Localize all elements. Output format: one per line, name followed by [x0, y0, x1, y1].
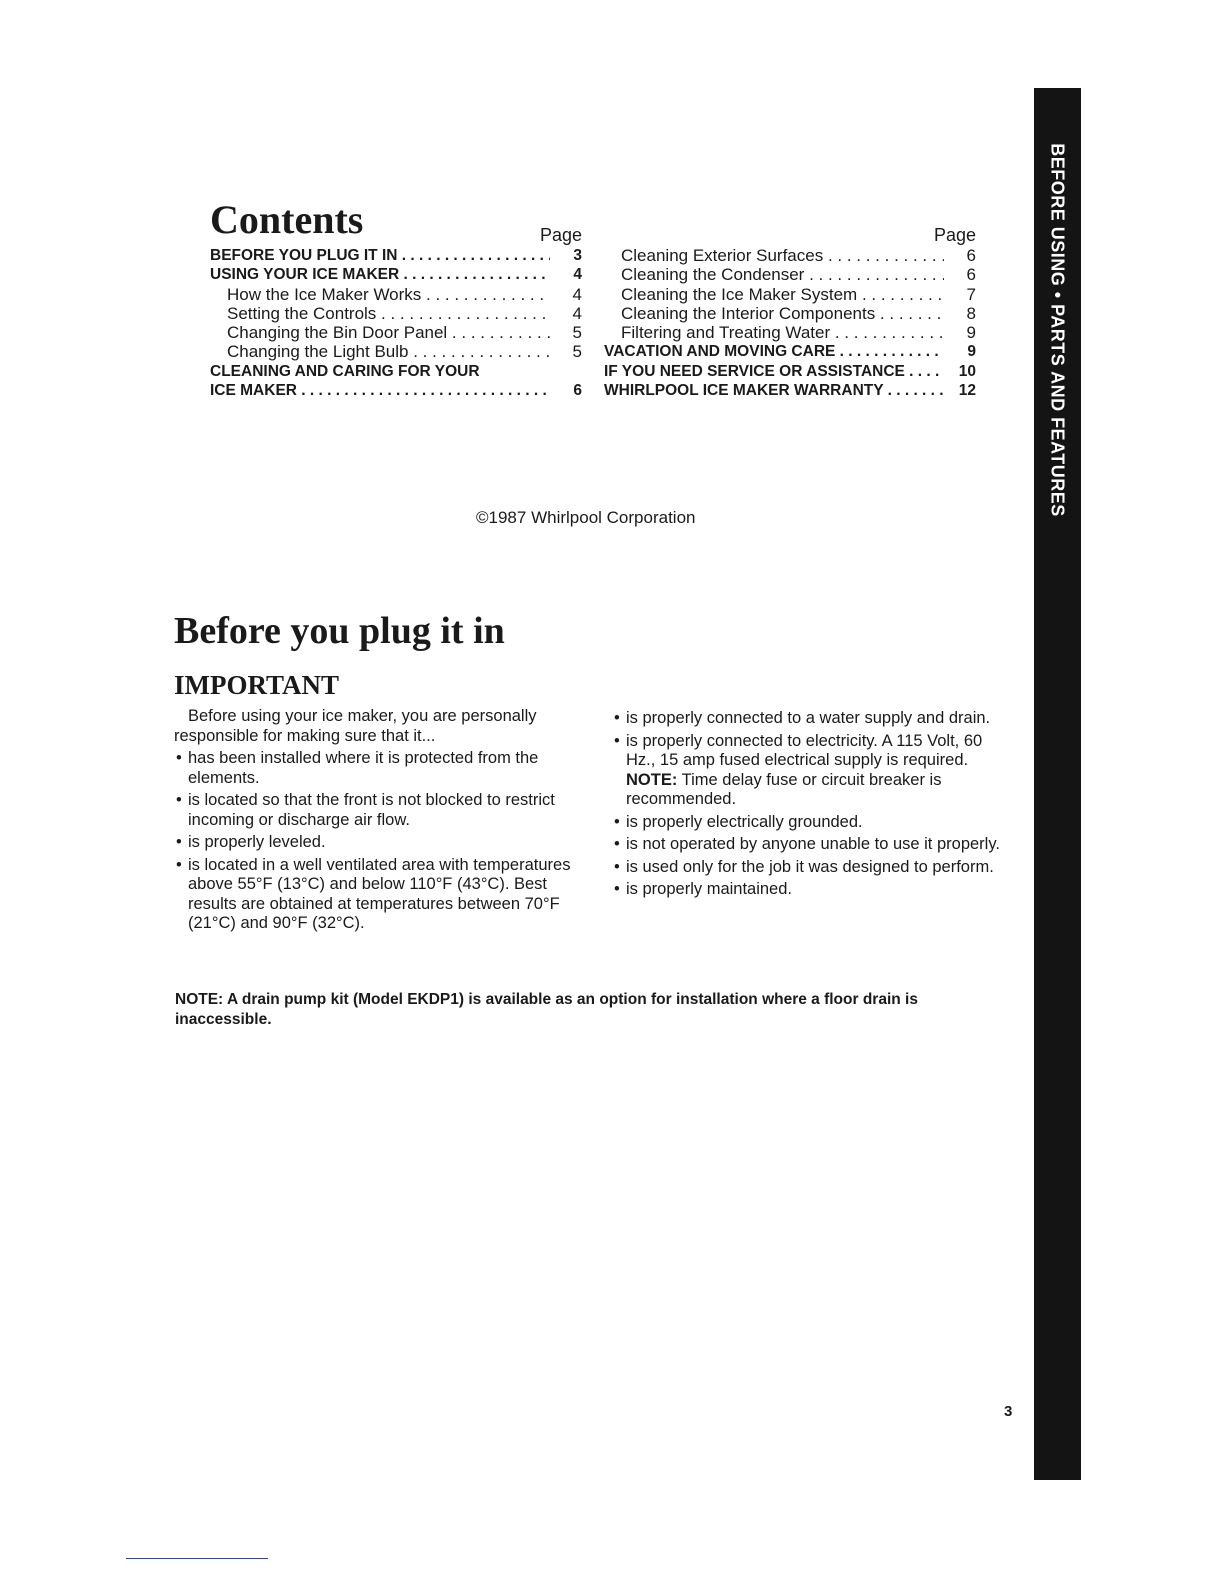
bullet-item: • is used only for the job it was designed to perform.	[612, 858, 1012, 878]
copyright-notice: ©1987 Whirlpool Corporation	[476, 508, 696, 527]
bullet-item: • is properly leveled.	[174, 833, 584, 853]
toc-entry-page: 9	[967, 343, 976, 361]
bullet-item: • is not operated by anyone unable to use it properly.	[612, 835, 1012, 855]
toc-entry-title: ICE MAKER . . .	[210, 381, 550, 400]
right-column	[612, 709, 1012, 903]
divider-line	[126, 1558, 268, 1559]
toc-entry-page: 6	[966, 246, 976, 265]
toc-entry-title: How the Ice Maker Works . . .	[210, 285, 550, 304]
toc-entry-page: 6	[573, 382, 582, 400]
toc-entry	[604, 285, 976, 304]
toc-entry	[210, 362, 582, 381]
contents-title: Contents	[210, 197, 364, 242]
toc-entry	[604, 323, 976, 342]
toc-entry-title: USING YOUR ICE MAKER . . .	[210, 265, 550, 284]
toc-entry-page: 5	[572, 342, 582, 362]
bullet-item	[612, 732, 1012, 810]
bullet-item: • is properly electrically grounded.	[612, 813, 1012, 833]
toc-entry-page: 5	[572, 323, 582, 343]
drain-pump-note: NOTE: A drain pump kit (Model EKDP1) is available as an option for installation where a floor drain is inaccessible.	[175, 991, 918, 1028]
intro-text: Before using your ice maker, you are personally responsible for making sure that it...	[174, 707, 537, 745]
toc-right-column	[604, 226, 976, 400]
toc-page-header: Page	[933, 225, 976, 245]
left-bullet-list	[174, 749, 584, 934]
toc-entry-title: Cleaning the Ice Maker System . . .	[604, 285, 944, 304]
toc-entry	[210, 265, 582, 284]
toc-entry-page: 4	[572, 303, 582, 323]
toc-entry-title: Changing the Light Bulb . . .	[210, 342, 550, 361]
note-text: Time delay fuse or circuit breaker is recommended.	[626, 770, 942, 808]
toc-entry-title: WHIRLPOOL ICE MAKER WARRANTY . . .	[604, 381, 944, 400]
toc-entry	[210, 342, 582, 361]
toc-entry-title: Filtering and Treating Water . . .	[604, 323, 944, 342]
section-title: Before you plug it in	[174, 610, 505, 652]
toc-entry-title: VACATION AND MOVING CARE . . .	[604, 342, 944, 361]
toc-entry-title: IF YOU NEED SERVICE OR ASSISTANCE . . .	[604, 362, 944, 381]
toc-entry-title: Cleaning the Interior Components . . .	[604, 304, 944, 323]
right-bullet-list	[612, 709, 1012, 810]
bullet-item: • is properly maintained.	[612, 880, 1012, 900]
toc-entry	[210, 381, 582, 400]
toc-entry	[604, 381, 976, 400]
note-label: NOTE:	[626, 770, 678, 789]
bullet-item: • is properly connected to a water supply and drain.	[612, 709, 1012, 729]
toc-entry-page: 3	[573, 247, 582, 264]
toc-entry	[604, 342, 976, 361]
toc-entry	[210, 304, 582, 323]
toc-entry-page: 4	[572, 284, 582, 304]
toc-entry-page: 10	[958, 362, 976, 380]
toc-entry-page: 12	[958, 382, 976, 400]
toc-entry-page: 9	[966, 323, 976, 343]
bullet-item: • is located in a well ventilated area with temperatures above 55°F (13°C) and below 110°F (43°C). Best results are obtained at temperatures between 70°F (21°C) and 90°F (32°C).	[174, 856, 584, 934]
toc-entry	[604, 362, 976, 381]
toc-left-column	[210, 226, 582, 400]
section-subtitle: IMPORTANT	[174, 670, 340, 700]
toc-entry-title: Setting the Controls . . .	[210, 304, 550, 323]
bullet-text: is properly connected to electricity. A 115 Volt, 60 Hz., 15 amp fused electrical supply is required.	[626, 731, 983, 769]
toc-entry-page: 4	[573, 266, 582, 284]
toc-page-header: Page	[539, 225, 582, 245]
toc-entry-title: Cleaning Exterior Surfaces . . .	[604, 246, 944, 265]
toc-entry-title: BEFORE YOU PLUG IT IN . . .	[210, 246, 550, 265]
page-number: 3	[1004, 1403, 1013, 1420]
toc-entry	[604, 304, 976, 323]
left-column	[174, 707, 584, 937]
toc-entry	[210, 323, 582, 342]
toc-entry	[210, 285, 582, 304]
side-tab-label: BEFORE USING • PARTS AND FEATURES	[1047, 143, 1068, 517]
toc-entry	[210, 246, 582, 265]
toc-entry-page: 8	[966, 303, 976, 323]
toc-entry-page: 6	[966, 265, 976, 285]
bullet-item: • is located so that the front is not blocked to restrict incoming or discharge air flow.	[174, 791, 584, 830]
toc-entry-title: Changing the Bin Door Panel . . .	[210, 323, 550, 342]
right-bullet-list-2	[612, 813, 1012, 900]
bullet-item: • has been installed where it is protected from the elements.	[174, 749, 584, 788]
toc-entry-title: Cleaning the Condenser . . .	[604, 265, 944, 284]
toc-entry	[604, 265, 976, 284]
toc-entry	[604, 246, 976, 265]
toc-entry-page: 7	[966, 284, 976, 304]
toc-entry-title: CLEANING AND CARING FOR YOUR	[210, 362, 480, 380]
